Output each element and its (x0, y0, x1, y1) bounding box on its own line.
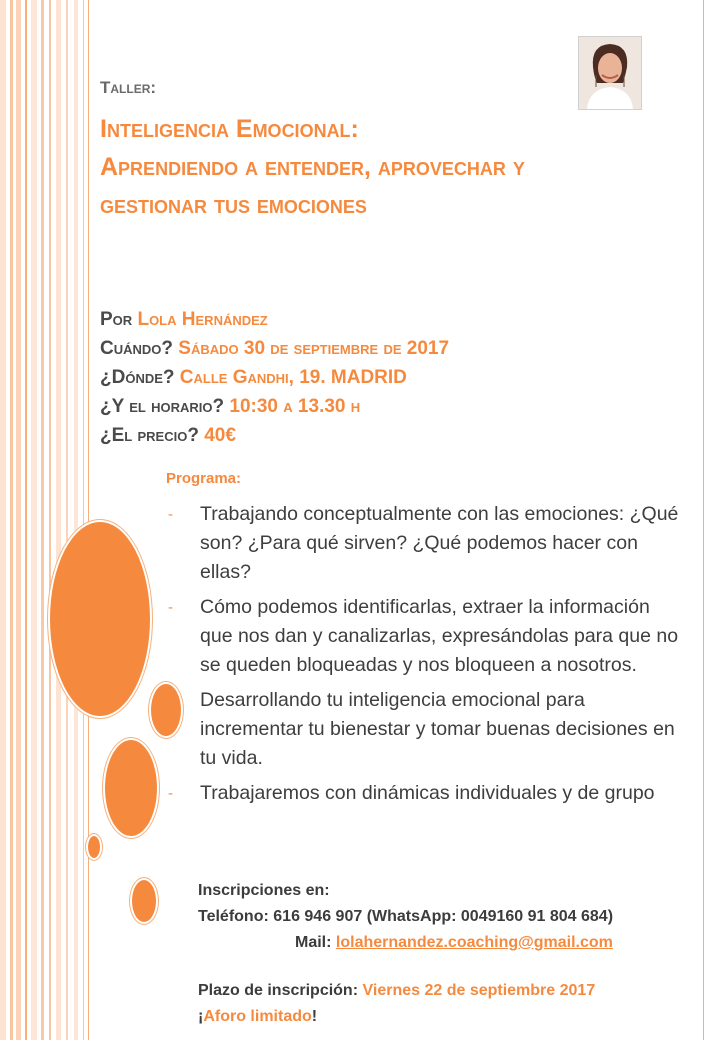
stripe (88, 0, 89, 1040)
title-line: Aprendiendo a entender, aprovechar y (100, 153, 525, 181)
deadline-label: Plazo de inscripción: (198, 982, 359, 999)
title-line: gestionar tus emociones (100, 191, 367, 219)
aforo-close: ! (311, 1008, 318, 1025)
detail-label: Por (100, 309, 133, 330)
bullet-dash: - (168, 506, 173, 523)
email-link[interactable]: lolahernandez.coaching@gmail.com (335, 934, 613, 951)
portrait-icon (579, 37, 641, 109)
list-item (166, 779, 686, 808)
decorative-circle (86, 834, 102, 860)
detail-author (100, 305, 700, 334)
detail-value: Calle Gandhi, 19. MADRID (179, 367, 407, 388)
inscripciones-heading: Inscripciones en: (198, 882, 330, 899)
stripe (10, 0, 13, 1040)
stripe (66, 0, 68, 1040)
page-title (100, 110, 660, 224)
stripe (56, 0, 61, 1040)
portrait-photo (578, 36, 642, 110)
stripe (0, 0, 6, 1040)
detail-label: ¿Dónde? (100, 367, 175, 388)
bullet-dash: - (168, 785, 173, 802)
list-item-text: Cómo podemos identificarlas, extraer la información que nos dan y canalizarlas, expresándolas para que no se queden bloqueadas y nos bloqueen a nosotros. (200, 596, 679, 676)
title-line: Inteligencia Emocional: (100, 115, 359, 143)
detail-value: 40€ (204, 425, 236, 446)
decorative-circle (103, 738, 159, 838)
stripe (31, 0, 37, 1040)
list-item (166, 593, 686, 680)
decorative-stripes (0, 0, 90, 1040)
list-item (166, 686, 686, 773)
detail-label: Cuándo? (100, 338, 173, 359)
stripe (41, 0, 44, 1040)
aforo-text: Aforo limitado (203, 1008, 312, 1025)
detail-date (100, 334, 700, 363)
mail-label: Mail: (295, 934, 332, 951)
aforo-open: ¡ (198, 1008, 204, 1025)
deadline-date: Viernes 22 de septiembre 2017 (362, 982, 596, 999)
detail-price (100, 421, 700, 450)
list-item-text: Trabajando conceptualmente con las emociones: ¿Qué son? ¿Para qué sirven? ¿Qué podemos hacer con ellas? (200, 503, 679, 583)
phone-number: 616 946 907 (WhatsApp: 0049160 91 804 684) (273, 908, 614, 925)
event-details (100, 305, 700, 450)
aforo-line (198, 1004, 708, 1030)
detail-value: 10:30 a 13.30 h (229, 396, 361, 417)
decorative-circle (48, 520, 152, 718)
contact-section (198, 878, 708, 1030)
detail-schedule (100, 392, 700, 421)
bullet-dash: - (168, 599, 173, 616)
stripe (74, 0, 78, 1040)
deadline-line (198, 978, 708, 1004)
phone-line (198, 904, 708, 930)
program-heading: Programa: (166, 470, 242, 487)
bullet-dash: - (168, 692, 173, 709)
stripe (49, 0, 51, 1040)
list-item-text: Desarrollando tu inteligencia emocional para incrementar tu bienestar y tomar buenas decisiones en tu vida. (200, 689, 675, 769)
list-item (166, 500, 686, 587)
detail-label: ¿El precio? (100, 425, 199, 446)
decorative-circle (130, 878, 158, 924)
mail-line (198, 930, 708, 956)
detail-value: Lola Hernández (137, 309, 268, 330)
phone-label: Teléfono: (198, 908, 269, 925)
stripe (83, 0, 84, 1040)
taller-label: Taller: (100, 78, 157, 97)
detail-label: ¿Y el horario? (100, 396, 225, 417)
detail-location (100, 363, 700, 392)
detail-value: Sábado 30 de septiembre de 2017 (178, 338, 450, 359)
stripe (25, 0, 27, 1040)
list-item-text: Trabajaremos con dinámicas individuales y de grupo (200, 782, 655, 804)
program-list (166, 500, 686, 814)
stripe (16, 0, 21, 1040)
